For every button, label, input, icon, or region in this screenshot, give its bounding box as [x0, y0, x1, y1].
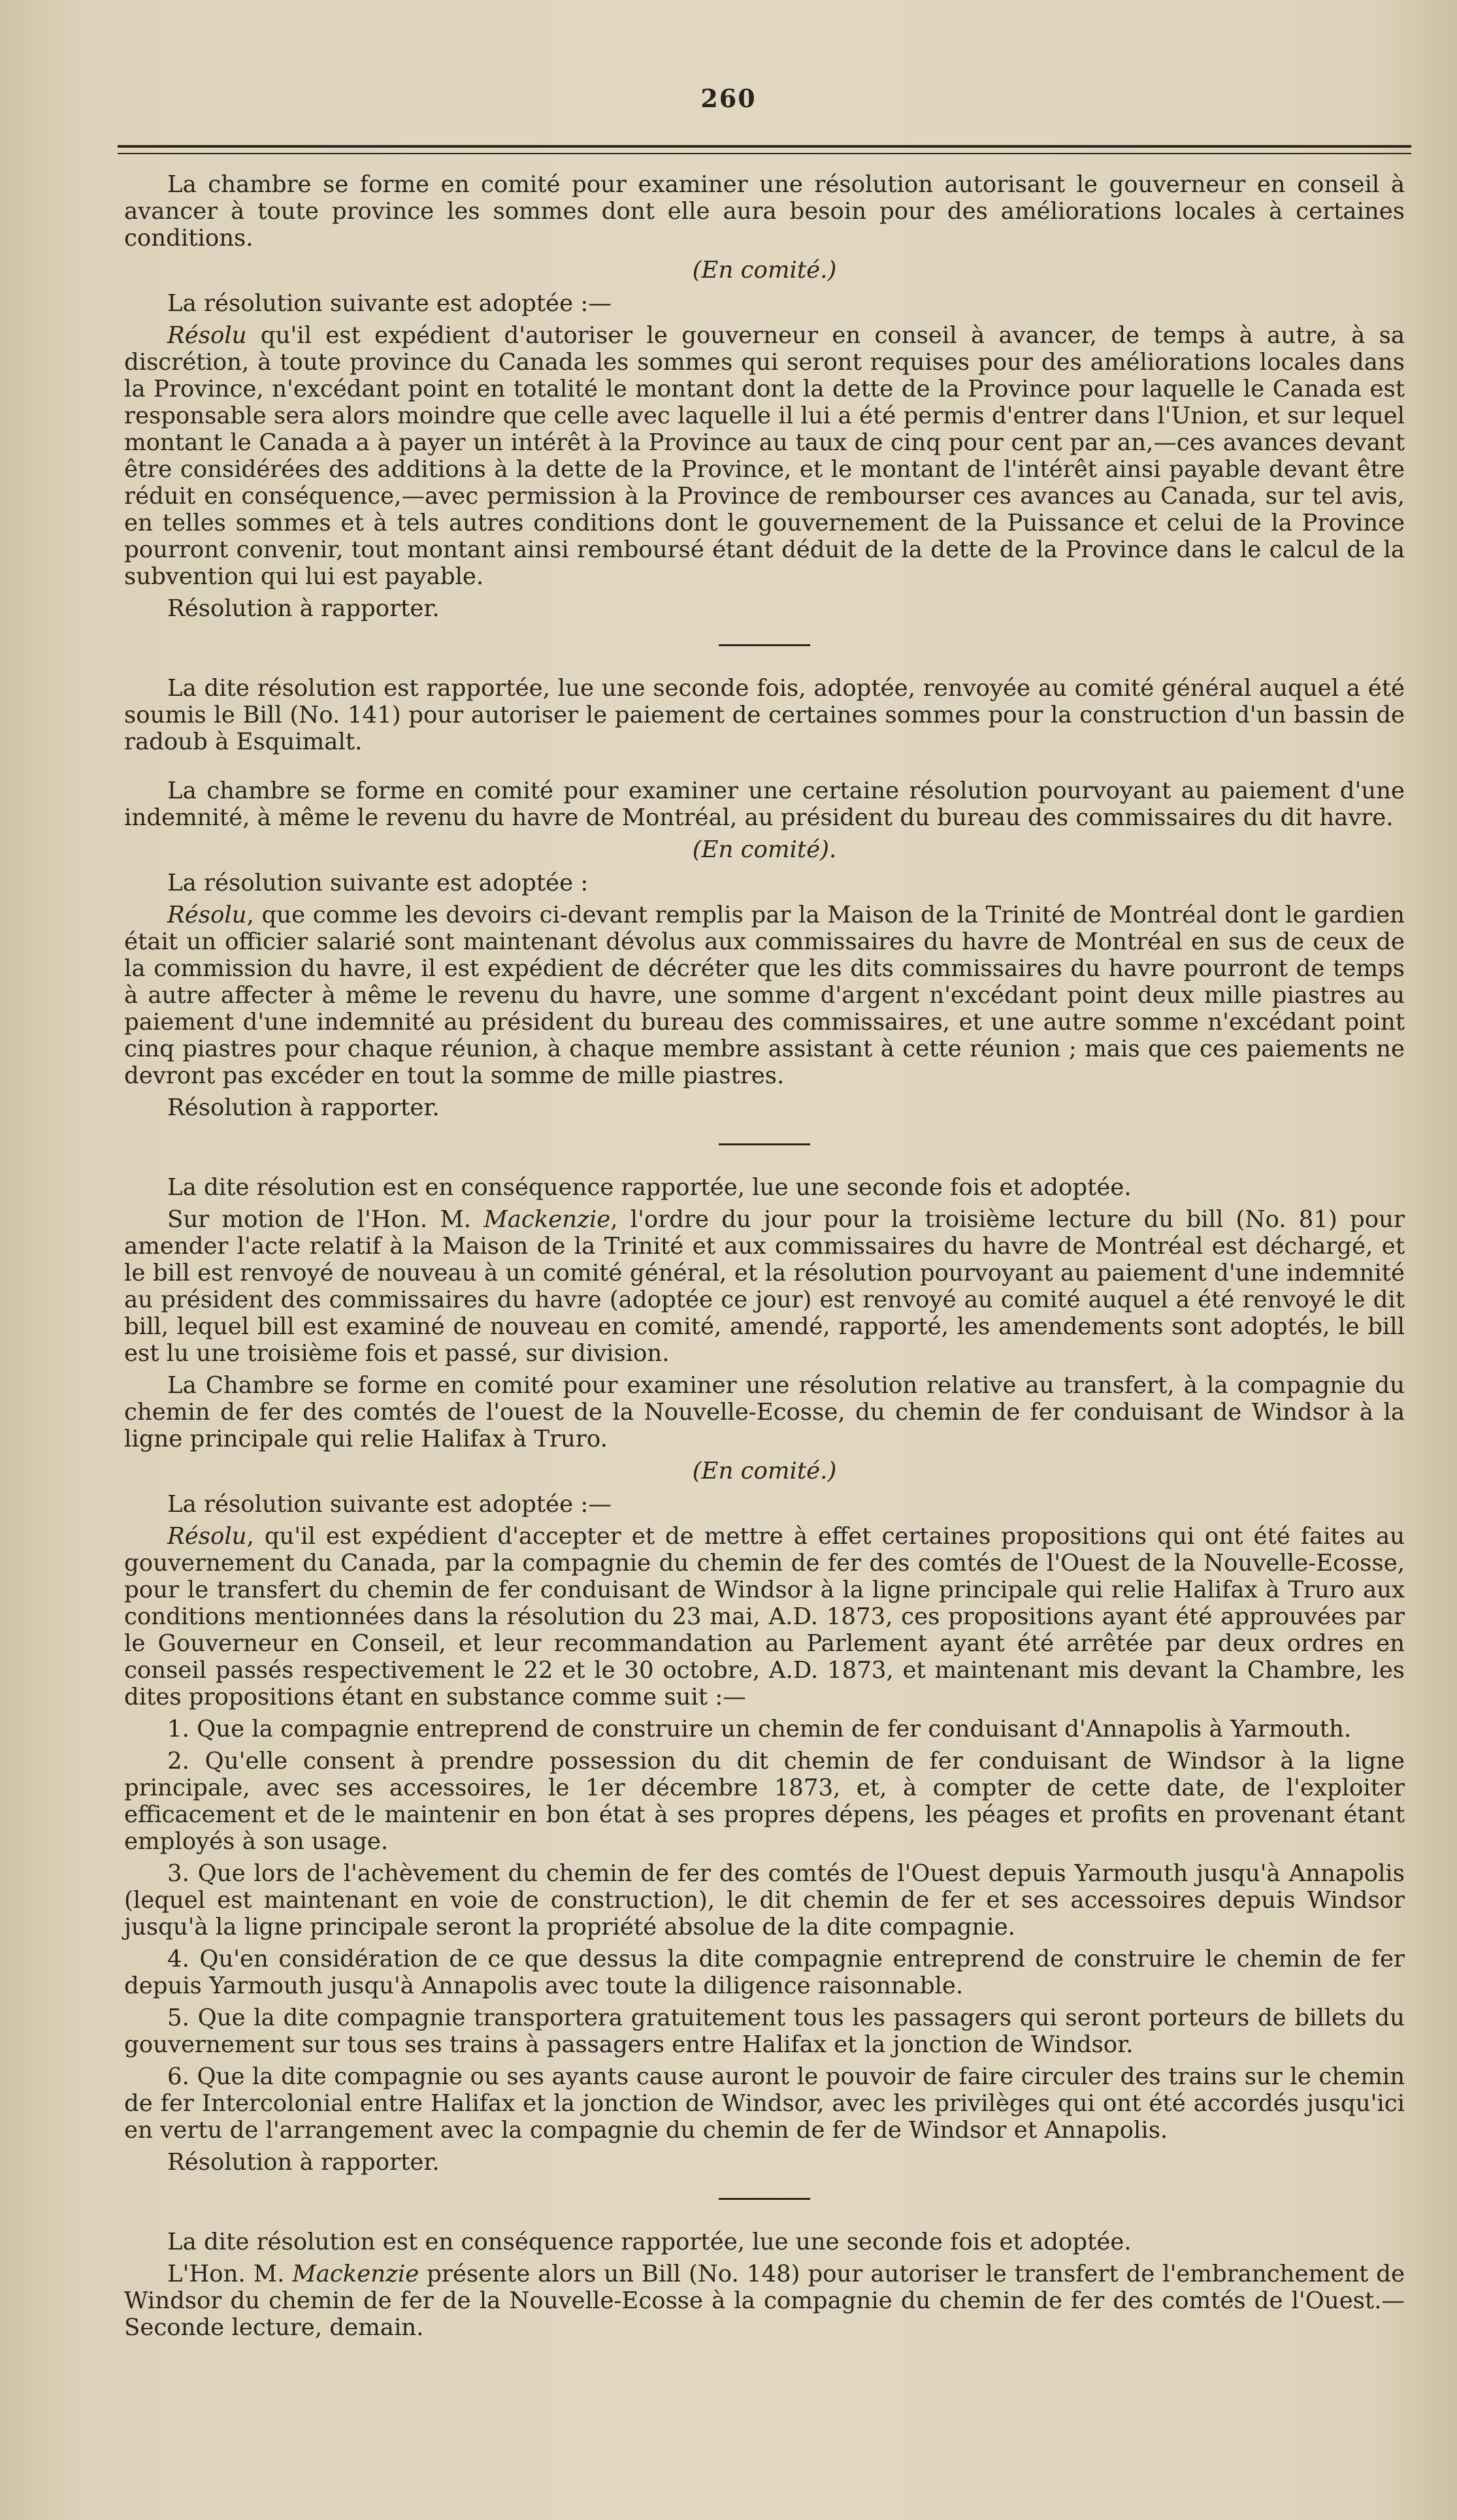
- paragraph-text: qu'il est expédient d'autoriser le gouverneur en conseil à avancer, de temps à autre, à sa discrétion, à toute province du Canada les sommes qui seront requises pour des améliorations locales dans la Province, n'excédant point en totalité le montant dont la dette de la Province pour laquelle le Canada est responsable sera alors moindre que celle avec laquelle il lui a été permis d'entrer dans l'Union, et sur lequel montant le Canada a à payer un intérêt à la Province au taux de cinq pour cent par an,—ces avances devant être considérées des additions à la dette de la Province, et le montant de l'intérêt ainsi payable devant être réduit en conséquence,—avec permission à la Province de rembourser ces avances au Canada, sur tel avis, en telles sommes et à tels autres conditions dont le gouvernement de la Puissance et celui de la Province pourront convenir, tout montant ainsi remboursé étant déduit de la dette de la Province dans le calcul de la subvention qui lui est payable.: [124, 322, 1405, 590]
- paragraph-text: Résolution à rapporter.: [167, 595, 440, 622]
- paragraph-prefix: Sur motion de l'Hon. M.: [167, 1206, 484, 1233]
- italic-lead: Résolu: [167, 1523, 247, 1550]
- page-number: 260: [700, 84, 757, 113]
- paragraph-text: 5. Que la dite compagnie transportera gratuitement tous les passagers qui seront porteurs de billets du gouvernement sur tous ses trains à passagers entre Halifax et la jonction de Windsor.: [124, 2005, 1405, 2058]
- section-separator: [719, 644, 810, 646]
- paragraph-text: , qu'il est expédient d'accepter et de mettre à effet certaines propositions qui ont été faites au gouvernement du Canada, par la compagnie du chemin de fer des comtés de l'Ouest de la Nouvelle-Ecosse, pour le transfert du chemin de fer conduisant de Windsor à la ligne principale qui relie Halifax à Truro aux conditions mentionnées dans la résolution du 23 mai, A.D. 1873, ces propositions ayant été approuvées par le Gouverneur en Conseil, et leur recommandation au Parlement ayant été arrêtée par deux ordres en conseil passés respectivement le 22 et le 30 octobre, A.D. 1873, et maintenant mis devant la Chambre, les dites propositions étant en substance comme suit :—: [124, 1523, 1405, 1710]
- paragraph-text: La chambre se forme en comité pour examiner une certaine résolution pourvoyant au paiement d'une indemnité, à même le revenu du havre de Montréal, au président du bureau des commissaires du dit havre.: [124, 777, 1405, 831]
- paragraph: [124, 171, 1405, 252]
- paragraph: [124, 322, 1405, 590]
- paragraph-text: La résolution suivante est adoptée :—: [167, 1491, 612, 1518]
- paragraph: [124, 290, 1405, 317]
- paragraph-prefix: L'Hon. M.: [167, 2261, 293, 2287]
- paragraph: [124, 1491, 1405, 1518]
- paragraph: [124, 1094, 1405, 1121]
- paragraph-text: La dite résolution est rapportée, lue une seconde fois, adoptée, renvoyée au comité général auquel a été soumis le Bill (No. 141) pour autoriser le paiement de certaines sommes pour la construction d'un bassin de radoub à Esquimalt.: [124, 675, 1405, 755]
- section-separator: [719, 2198, 810, 2200]
- paragraph-text: La résolution suivante est adoptée :—: [167, 290, 612, 317]
- paragraph-text: La chambre se forme en comité pour examiner une résolution autorisant le gouverneur en conseil à avancer à toute province les sommes dont elle aura besoin pour des améliorations locales à certaines conditions.: [124, 171, 1405, 252]
- paragraph: [124, 2261, 1405, 2341]
- paragraph-text: 2. Qu'elle consent à prendre possession du dit chemin de fer conduisant de Windsor à la ligne principale, avec ses accessoires, le 1er décembre 1873, et, à compter de cette date, de l'exploiter efficacement et de le maintenir en bon état à ses propres dépens, les péages et profits en provenant étant employés à son usage.: [124, 1748, 1405, 1855]
- paragraph: [124, 1946, 1405, 1999]
- paragraph: [124, 2149, 1405, 2176]
- section-separator: [719, 1143, 810, 1145]
- paragraph: [124, 1748, 1405, 1855]
- paragraph: [124, 595, 1405, 622]
- paragraph: [124, 870, 1405, 896]
- paragraph-text: La dite résolution est en conséquence rapportée, lue une seconde fois et adoptée.: [167, 2229, 1132, 2255]
- paragraph: [124, 902, 1405, 1089]
- paragraph: [124, 1174, 1405, 1201]
- section-heading: (En comité).: [692, 836, 837, 863]
- paragraph-text: Résolution à rapporter.: [167, 2149, 440, 2176]
- page-body: [124, 171, 1405, 2346]
- paragraph: [124, 777, 1405, 831]
- paragraph-text: 1. Que la compagnie entreprend de construire un chemin de fer conduisant d'Annapolis à Yarmouth.: [167, 1716, 1352, 1743]
- paragraph: [124, 1523, 1405, 1710]
- paragraph: [124, 2229, 1405, 2255]
- italic-lead: Mackenzie: [292, 2261, 419, 2287]
- italic-lead: Résolu: [167, 902, 247, 928]
- paragraph-text: , que comme les devoirs ci-devant remplis par la Maison de la Trinité de Montréal dont le gardien était un officier salarié sont maintenant dévolus aux commissaires du havre de Montréal en sus de ceux de la commission du havre, il est expédient de décréter que les dits commissaires du havre pourront de temps à autre affecter à même le revenu du havre, une somme d'argent n'excédant point deux mille piastres au paiement d'une indemnité au président du bureau des commissaires, et une autre somme n'excédant point cinq piastres pour chaque réunion, à chaque membre assistant à cette réunion ; mais que ces paiements ne devront pas excéder en tout la somme de mille piastres.: [124, 902, 1405, 1089]
- paragraph: [124, 1860, 1405, 1940]
- paragraph: [124, 1716, 1405, 1743]
- paragraph-text: 4. Qu'en considération de ce que dessus la dite compagnie entreprend de construire le chemin de fer depuis Yarmouth jusqu'à Annapolis avec toute la diligence raisonnable.: [124, 1946, 1405, 1999]
- paragraph: [124, 1372, 1405, 1452]
- paragraph-text: 3. Que lors de l'achèvement du chemin de fer des comtés de l'Ouest depuis Yarmouth jusqu'à Annapolis (lequel est maintenant en voie de construction), le dit chemin de fer et ses accessoires depuis Windsor jusqu'à la ligne principale seront la propriété absolue de la dite compagnie.: [124, 1860, 1405, 1940]
- italic-lead: Mackenzie: [483, 1206, 611, 1233]
- italic-lead: Résolu: [167, 322, 247, 349]
- paragraph-text: La dite résolution est en conséquence rapportée, lue une seconde fois et adoptée.: [167, 1174, 1132, 1201]
- paragraph: [124, 1206, 1405, 1367]
- paragraph-text: La résolution suivante est adoptée :: [167, 870, 589, 896]
- paragraph: [124, 2063, 1405, 2144]
- paragraph-text: La Chambre se forme en comité pour examiner une résolution relative au transfert, à la compagnie du chemin de fer des comtés de l'ouest de la Nouvelle-Ecosse, du chemin de fer conduisant de Windsor à la ligne principale qui relie Halifax à Truro.: [124, 1372, 1405, 1452]
- paragraph: [124, 2005, 1405, 2058]
- paragraph: [124, 675, 1405, 755]
- paragraph-text: , l'ordre du jour pour la troisième lecture du bill (No. 81) pour amender l'acte relatif à la Maison de la Trinité et aux commissaires du havre de Montréal est déchargé, et le bill est renvoyé de nouveau à un comité général, et la résolution pourvoyant au paiement d'une indemnité au président des commissaires du havre (adoptée ce jour) est renvoyé au comité auquel a été renvoyé le dit bill, lequel bill est examiné de nouveau en comité, amendé, rapporté, les amendements sont adoptés, le bill est lu une troisième fois et passé, sur division.: [124, 1206, 1405, 1367]
- section-heading: (En comité.): [692, 1458, 837, 1484]
- paragraph-text: 6. Que la dite compagnie ou ses ayants cause auront le pouvoir de faire circuler des trains sur le chemin de fer Intercolonial entre Halifax et la jonction de Windsor, avec les privilèges qui ont été accordés jusqu'ici en vertu de l'arrangement avec la compagnie du chemin de fer de Windsor et Annapolis.: [124, 2063, 1405, 2144]
- header-rule: [118, 145, 1411, 154]
- paragraph-text: présente alors un Bill (No. 148) pour autoriser le transfert de l'embranchement de Windsor du chemin de fer de la Nouvelle-Ecosse à la compagnie du chemin de fer des comtés de l'Ouest.—Seconde lecture, demain.: [124, 2261, 1405, 2341]
- section-heading: (En comité.): [692, 257, 837, 284]
- paragraph-text: Résolution à rapporter.: [167, 1094, 440, 1121]
